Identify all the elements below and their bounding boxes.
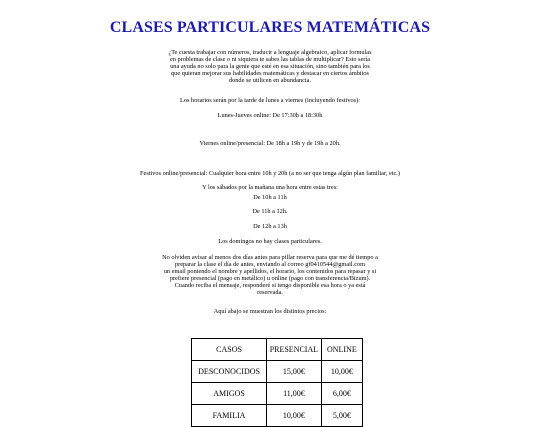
table-cell: 15,00€ [267,361,322,383]
table-cell: 11,00€ [267,383,322,405]
notice-line: reservada. [257,289,283,296]
schedule-intro: Los horarios serán por la tarde de lunes a viernes (incluyendo festivos): [180,97,360,104]
table-cell: 5,00€ [321,405,362,427]
notice-line: un email poniendo el nombre y apellidos, el horario, los contenidos para repasar y si [163,268,377,275]
saturday-slot: De 11h a 12h. [252,208,288,215]
notice-line: No olviden avisar al menos dos días antes para pillar reserva para que me dé tiempo a [162,254,378,261]
saturday-intro: Y los sábados por la mañana una hora entre estas tres: [202,184,338,191]
table-cell: DESCONOCIDOS [192,361,267,383]
saturday-slot: De 12h a 13h [253,223,287,230]
table-cell: FAMILIA [192,405,267,427]
table-cell: 10,00€ [321,361,362,383]
intro-line: en problemas de clase o ni siquiera te sabes las tablas de multiplicar? Esto sería [169,56,371,63]
column-header: PRESENCIAL [267,339,322,361]
notice-line: preparar la clase el día de antes, enviando al correo gf0410544@gmail.com [174,261,366,268]
page-title: CLASES PARTICULARES MATEMÁTICAS [109,19,431,36]
table-cell: 10,00€ [267,405,322,427]
prices-table [191,338,363,427]
intro-line: ¿Te cuesta trabajar con números, traducir a lenguaje algebraico, aplicar formulas [168,49,372,56]
table-row [192,405,363,427]
notice-line: prefiere presencial (pago en metálico) u online (pago con transferencia/Bizum). [169,275,371,282]
prices-intro: Aquí abajo se muestran los distintos precios: [213,308,327,315]
sunday-note: Los domingos no hay clases particulares. [218,238,322,245]
notice-line: Cuando reciba el mensaje, responderé si tengo disponible esa hora o ya está [174,282,366,289]
intro-line: donde se utilicen en abundancia. [228,77,311,84]
table-row [192,361,363,383]
table-row [192,383,363,405]
column-header: CASOS [192,339,267,361]
column-header: ONLINE [321,339,362,361]
intro-line: que quieran mejorar sus habilidades matemáticas y destacar en ciertos ámbitos [171,70,369,77]
saturday-slot: De 10h a 11h [253,194,287,201]
table-header-row [192,339,363,361]
schedule-friday: Viernes online/presencial: De 18h a 19h y de 19h a 20h. [199,140,341,147]
schedule-holidays: Festivos online/presencial: Cualquier hora entre 10h y 20h (a no ser que tenga algún plan familiar, etc.) [140,170,400,177]
schedule-mon-thu: Lunes-Jueves online: De 17:30h a 18:30h [217,112,323,119]
table-cell: AMIGOS [192,383,267,405]
table-cell: 6,00€ [321,383,362,405]
intro-line: una ayuda no solo para la gente que esté en esa situación, sino también para los [170,63,370,70]
